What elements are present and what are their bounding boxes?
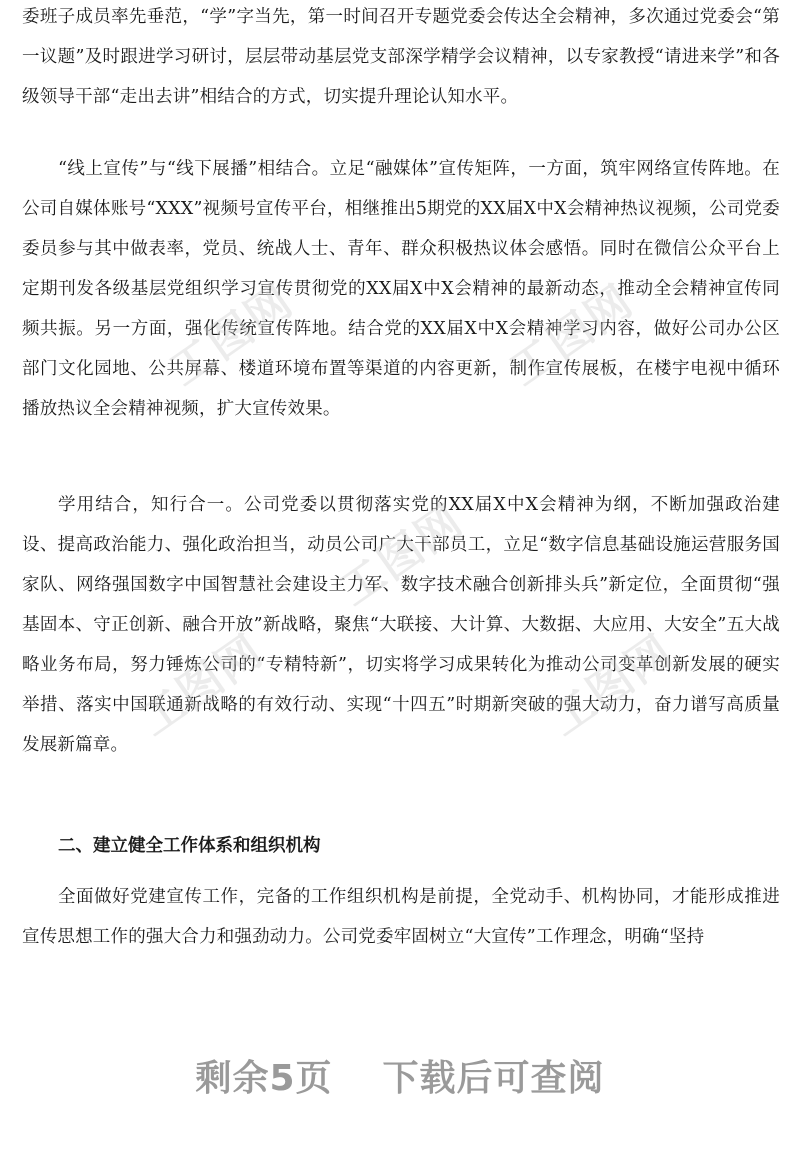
paragraph-3: 学用结合，知行合一。公司党委以贯彻落实党的XX届X中X会精神为纲，不断加强政治建设、提高政治能力、强化政治担当，动员公司广大干部员工，立足“数字信息基础设施运营服务国家队、网络强国数字中国智慧社会建设主力军、数字技术融合创新排头兵”新定位，全面贯彻“强基固本、守正创新、融合开放”新战略，聚焦“大联接、大计算、大数据、大应用、大安全”五大战略业务布局，努力锤炼公司的“专精特新”，切实将学习成果转化为推动公司变革创新发展的硬实举措、落实中国联通新战略的有效行动、实现“十四五”时期新突破的强大动力，奋力谱写高质量发展新篇章。 bbox=[22, 495, 780, 755]
paragraph-2: “线上宣传”与“线下展播”相结合。立足“融媒体”宣传矩阵，一方面，筑牢网络宣传阵地。在公司自媒体账号“XXX”视频号宣传平台，相继推出5期党的XX届X中X会精神热议视频，公司党委委员参与其中做表率，党员、统战人士、青年、群众积极热议体会感悟。同时在微信公众平台上定期刊发各级基层党组织学习宣传贯彻党的XX届X中X会精神的最新动态，推动全会精神宣传同频共振。另一方面，强化传统宣传阵地。结合党的XX届X中X会精神学习内容，做好公司办公区部门文化园地、公共屏幕、楼道环境布置等渠道的内容更新，制作宣传展板，在楼宇电视中循环播放热议全会精神视频，扩大宣传效果。 bbox=[22, 159, 780, 419]
paragraph-1: 委班子成员率先垂范，“学”字当先，第一时间召开专题党委会传达全会精神，多次通过党委会“第一议题”及时跟进学习研讨，层层带动基层党支部深学精学会议精神，以专家教授“请进来学”和各级领导干部“走出去讲”相结合的方式，切实提升理论认知水平。 bbox=[22, 7, 780, 107]
remaining-pages-label: 剩余5页 bbox=[195, 1058, 333, 1099]
section-heading: 二、建立健全工作体系和组织机构 bbox=[58, 836, 321, 856]
remaining-pages-banner[interactable] bbox=[0, 1050, 800, 1101]
paragraph-4: 全面做好党建宣传工作，完备的工作组织机构是前提，全党动手、机构协同，才能形成推进宣传思想工作的强大合力和强劲动力。公司党委牢固树立“大宣传”工作理念，明确“坚持 bbox=[22, 887, 780, 947]
download-to-view-label: 下载后可查阅 bbox=[382, 1058, 605, 1099]
watermark: 工图网 bbox=[330, 495, 473, 617]
watermark: 工图网 bbox=[500, 275, 643, 397]
watermark: 工图网 bbox=[540, 625, 683, 747]
watermark: 工图网 bbox=[130, 625, 273, 747]
watermark: 工图网 bbox=[160, 275, 303, 397]
